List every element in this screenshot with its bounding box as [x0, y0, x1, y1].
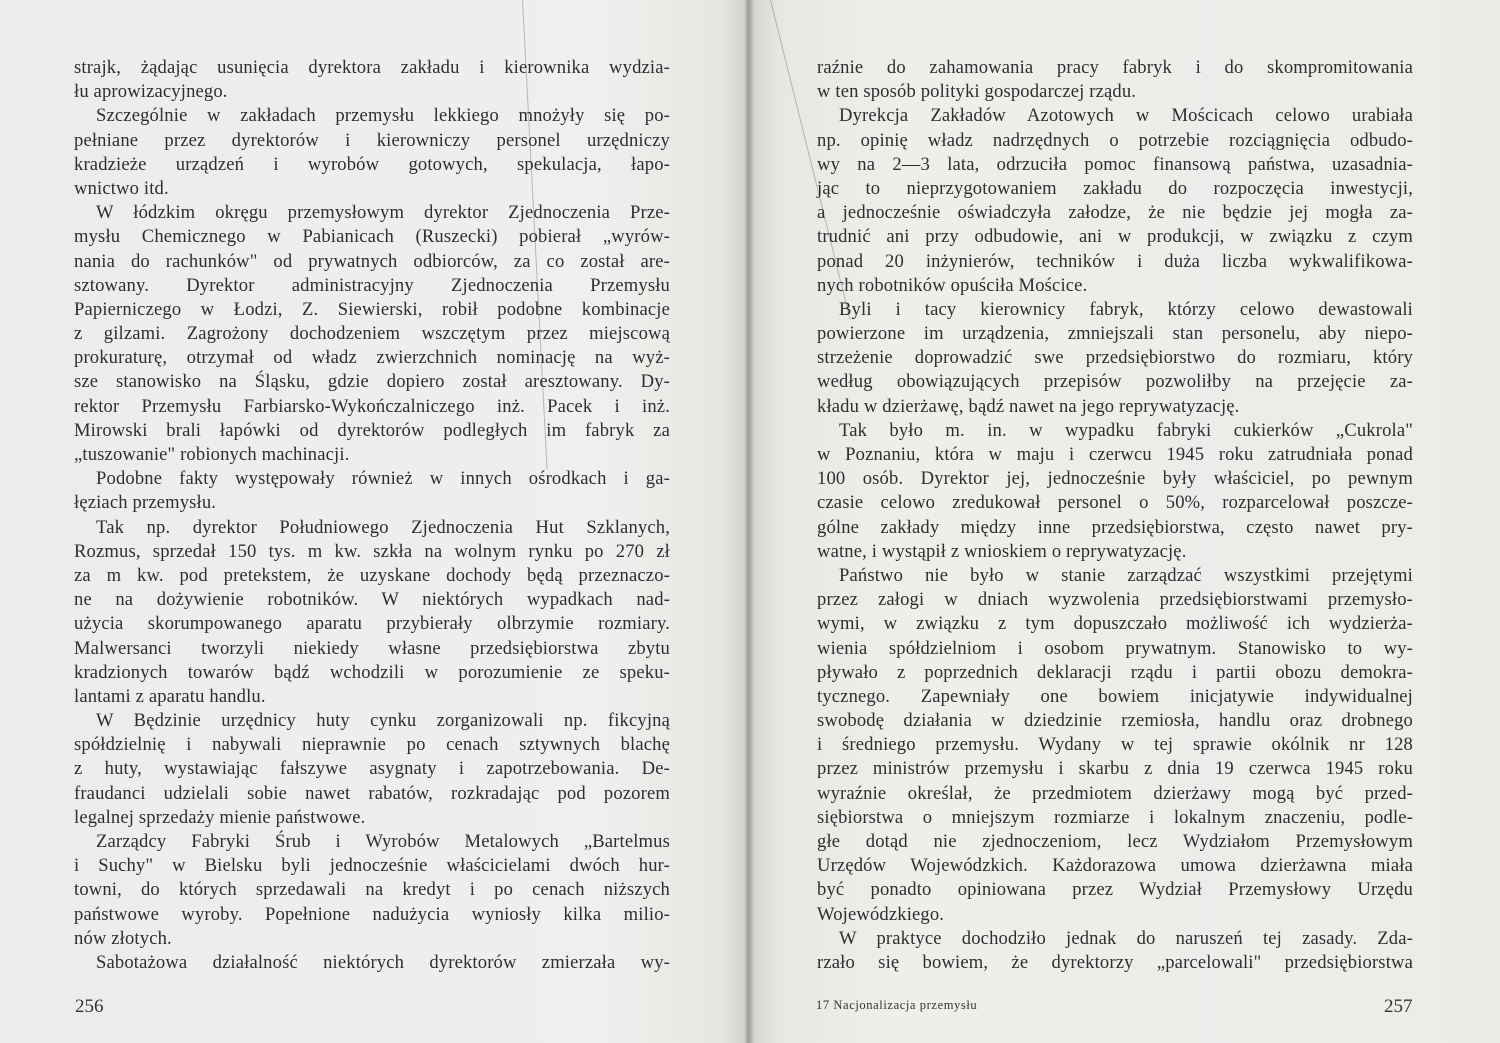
- text-line: ne na dożywienie robotników. W niektórych wypadkach nad-: [74, 589, 670, 611]
- text-line: 100 osób. Dyrektor jej, jednocześnie były właściciel, po pewnym: [817, 468, 1413, 490]
- signature-mark: 17 Nacjonalizacja przemysłu: [816, 998, 978, 1012]
- text-line: a jednocześnie oświadczyła załodze, że nie będzie jej mogła za-: [817, 202, 1413, 224]
- text-line: i Suchy" w Bielsku byli jednocześnie właścicielami dwóch hur-: [74, 855, 670, 877]
- text-line: wienia spółdzielniom i osobom prywatnym. Stanowisko to wy-: [817, 637, 1413, 659]
- page-number: 257: [1384, 996, 1413, 1017]
- text-line: fraudanci udzielali sobie nawet rabatów, rozkradając pod pozorem: [74, 782, 670, 804]
- text-line: lantami z aparatu handlu.: [74, 685, 266, 707]
- text-line: pełniane przez dyrektorów i kierowniczy personel urzędniczy: [74, 129, 670, 151]
- text-line: siębiorstwa o mniejszym rozmiarze i lokalnym znaczeniu, podle-: [817, 806, 1413, 828]
- text-line: państwowe wyroby. Popełnione nadużycia wyniosły kilka milio-: [74, 903, 670, 925]
- text-line: W praktyce dochodziło jednak do naruszeń tej zasady. Zda-: [839, 927, 1413, 949]
- text-line: w ten sposób polityki gospodarczej rządu.: [817, 81, 1137, 103]
- text-line: np. opinię władz nadrzędnych o potrzebie rozciągnięcia odbudo-: [817, 129, 1413, 151]
- text-line: Rozmus, sprzedał 150 tys. m kw. szkła na wolnym rynku po 270 zł: [74, 540, 670, 562]
- text-line: trudnić ani przy odbudowie, ani w produkcji, w związku z czym: [817, 226, 1413, 248]
- text-line: pływało z poprzednich deklaracji rządu i partii obozu demokra-: [817, 661, 1413, 683]
- text-line: sze stanowisko na Śląsku, gdzie dopiero został aresztowany. Dy-: [74, 371, 670, 393]
- text-line: jąc to nieprzygotowaniem zakładu do rozpoczęcia inwestycji,: [817, 177, 1413, 199]
- text-line: gólne zakłady między inne przedsiębiorstwa, często nawet pry-: [817, 516, 1413, 538]
- text-line: powierzone im urządzenia, zmniejszali stan personelu, aby niepo-: [817, 323, 1413, 345]
- text-line: Malwersanci tworzyli niekiedy własne przedsiębiorstwa zbytu: [74, 637, 670, 659]
- text-line: z gilzami. Zagrożony dochodzeniem wszczętym przez miejscową: [74, 323, 670, 345]
- text-line: przez ministrów przemysłu i skarbu z dnia 19 czerwca 1945 roku: [817, 758, 1413, 780]
- text-line: łęziach przemysłu.: [74, 492, 217, 514]
- text-line: w Poznaniu, która w maju i czerwcu 1945 roku zatrudniała ponad: [817, 444, 1413, 465]
- text-line: strzeżenie doprowadzić swe przedsiębiorstwo do rozmiaru, który: [817, 347, 1413, 369]
- text-line: Zarządcy Fabryki Śrub i Wyrobów Metalowych „Bartelmus: [96, 831, 670, 852]
- left-page: [0, 0, 748, 1043]
- text-line: czasie celowo zredukował personel o 50%, rozparcelował poszcze-: [817, 492, 1413, 514]
- text-line: nania do rachunków" od prywatnych odbiorców, za co został are-: [74, 250, 670, 272]
- text-line: według obowiązujących przepisów pozwoliłby na przejęcie za-: [817, 371, 1413, 393]
- text-line: Urzędów Wojewódzkich. Każdorazowa umowa dzierżawna miała: [817, 855, 1413, 877]
- text-line: użycia skorumpowanego aparatu przybierały olbrzymie rozmiary.: [74, 613, 670, 635]
- text-line: tycznego. Zapewniały one bowiem inicjatywie indywidualnej: [817, 685, 1413, 707]
- text-line: i średniego przemysłu. Wydany w tej sprawie okólnik nr 128: [817, 734, 1413, 756]
- text-line: prokuraturę, otrzymał od władz zwierzchnich nominację na wyż-: [74, 347, 670, 369]
- page-number: 256: [75, 996, 104, 1017]
- text-line: Mirowski brali łapówki od dyrektorów podległych im fabryk za: [74, 419, 670, 441]
- text-line: kradzieże urządzeń i wyrobów gotowych, spekulacja, łapo-: [74, 153, 670, 175]
- text-line: „tuszowanie" robionych machinacji.: [74, 444, 350, 465]
- text-line: Państwo nie było w stanie zarządzać wszystkimi przejętymi: [839, 564, 1413, 586]
- text-line: Szczególnie w zakładach przemysłu lekkiego mnożyły się po-: [96, 105, 670, 127]
- text-line: legalnej sprzedaży mienie państwowe.: [74, 806, 366, 828]
- text-line: towni, do których sprzedawali na kredyt i po cenach niższych: [74, 879, 670, 901]
- text-line: watne, i wystąpił z wnioskiem o reprywatyzację.: [817, 540, 1187, 562]
- left-page-body: [74, 56, 670, 975]
- text-line: ponad 20 inżynierów, techników i duża liczba wykwalifikowa-: [817, 250, 1413, 272]
- text-line: wyraźnie określał, że przedmiotem dzierżawy mogą być przed-: [817, 782, 1413, 804]
- text-line: W łódzkim okręgu przemysłowym dyrektor Zjednoczenia Prze-: [96, 202, 670, 224]
- text-line: mysłu Chemicznego w Pabianicach (Ruszecki) pobierał „wyrów-: [74, 226, 670, 248]
- text-line: Sabotażowa działalność niektórych dyrektorów zmierzała wy-: [96, 951, 670, 973]
- text-line: za m kw. pod pretekstem, że uzyskane dochody będą przeznaczo-: [74, 564, 670, 586]
- text-line: Podobne fakty występowały również w innych ośrodkach i ga-: [96, 468, 670, 490]
- text-line: Wojewódzkiego.: [817, 903, 945, 925]
- text-line: Dyrekcja Zakładów Azotowych w Mościcach celowo urabiała: [839, 105, 1413, 127]
- text-line: swobodę działania w dziedzinie rzemiosła, handlu oraz drobnego: [817, 710, 1413, 732]
- right-page-body: [817, 56, 1413, 975]
- text-line: nów złotych.: [74, 927, 172, 949]
- right-page: [752, 0, 1500, 1043]
- text-line: rektor Przemysłu Farbiarsko-Wykończalniczego inż. Pacek i inż.: [74, 395, 670, 417]
- text-line: sztowany. Dyrektor administracyjny Zjednoczenia Przemysłu: [74, 274, 670, 296]
- text-line: kładu w dzierżawę, bądź nawet na jego reprywatyzację.: [817, 395, 1240, 417]
- text-line: W Będzinie urzędnicy huty cynku zorganizowali np. fikcyjną: [96, 710, 670, 732]
- text-line: z huty, wystawiając fałszywe asygnaty i zapotrzebowania. De-: [74, 758, 670, 780]
- text-line: kradzionych towarów bądź wchodzili w porozumienie ze speku-: [74, 661, 670, 683]
- text-line: łu aprowizacyjnego.: [74, 81, 228, 103]
- text-line: nych robotników opuściła Mościce.: [817, 274, 1088, 296]
- text-line: wymi, w związku z tym dopuszczało możliwość ich wydzierża-: [817, 613, 1413, 635]
- text-line: raźnie do zahamowania pracy fabryk i do skompromitowania: [817, 57, 1413, 78]
- text-line: wnictwo itd.: [74, 177, 169, 199]
- text-line: głe dotąd nie zjednoczeniom, lecz Wydziałom Przemysłowym: [817, 831, 1413, 852]
- text-line: być ponadto opiniowana przez Wydział Przemysłowy Urzędu: [817, 879, 1413, 901]
- text-line: Byli i tacy kierownicy fabryk, którzy celowo dewastowali: [839, 298, 1413, 320]
- text-line: wy na 2—3 lata, odrzuciła pomoc finansową państwa, uzasadnia-: [817, 153, 1413, 175]
- text-line: spółdzielnię i nabywali nieprawnie po cenach sztywnych blachę: [74, 734, 670, 756]
- text-line: przez załogi w dniach wyzwolenia przedsiębiorstwami przemysło-: [817, 589, 1413, 611]
- text-line: Papierniczego w Łodzi, Z. Siewierski, robił podobne kombinacje: [74, 298, 670, 320]
- text-line: strajk, żądając usunięcia dyrektora zakładu i kierownika wydzia-: [74, 57, 670, 78]
- text-line: Tak było m. in. w wypadku fabryki cukierków „Cukrola": [839, 419, 1413, 441]
- text-line: rzało się bowiem, że dyrektorzy „parcelowali" przedsiębiorstwa: [817, 951, 1413, 973]
- text-line: Tak np. dyrektor Południowego Zjednoczenia Hut Szklanych,: [96, 516, 670, 538]
